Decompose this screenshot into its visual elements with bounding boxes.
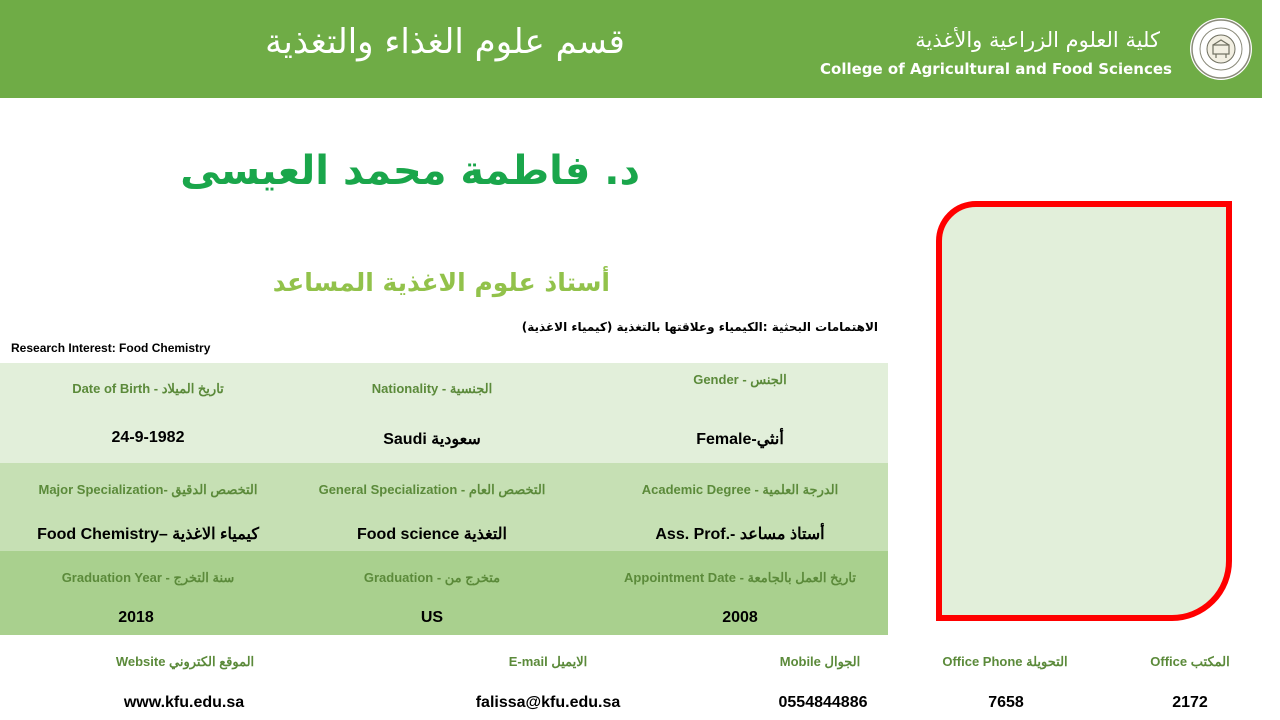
academic-degree-label: Academic Degree - الدرجة العلمية [641, 482, 839, 497]
person-name: د. فاطمة محمد العيسى [180, 148, 640, 194]
office-value: 2172 [1172, 694, 1208, 711]
website-link[interactable]: www.kfu.edu.sa [123, 694, 245, 711]
major-specialization-label: Major Specialization- التخصص الدقيق [38, 482, 258, 497]
college-name-english: College of Agricultural and Food Sciences [820, 60, 1172, 78]
info-row-personal [0, 363, 888, 463]
research-interest-arabic: الاهتمامات البحثية :الكيمياء وعلاقتها بالتغذية (كيمياء الاغذية) [521, 320, 878, 334]
dob-value: 24-9-1982 [111, 429, 185, 446]
appointment-date-value: 2008 [722, 609, 758, 626]
major-specialization-value: Food Chemistry– كيمياء الاغذية [37, 526, 259, 543]
dob-label: Date of Birth - تاريخ الميلاد [72, 381, 224, 396]
office-label: Office المكتب [1150, 654, 1230, 669]
gender-label: Gender - الجنس [693, 372, 787, 387]
academic-title: أستاذ علوم الاغذية المساعد [272, 268, 610, 297]
office-phone-value: 7658 [988, 694, 1024, 711]
college-name-arabic: كلية العلوم الزراعية والأغذية [915, 28, 1160, 52]
general-specialization-value: Food science التغذية [357, 526, 507, 543]
email-link[interactable]: falissa@kfu.edu.sa [475, 694, 621, 711]
graduation-year-value: 2018 [118, 609, 154, 626]
graduated-from-value: US [420, 609, 444, 626]
info-row-specialization [0, 463, 888, 551]
graduation-year-label: Graduation Year - سنة التخرج [61, 570, 235, 585]
academic-degree-value: Ass. Prof.- أستاذ مساعد [655, 526, 825, 543]
info-row-graduation [0, 551, 888, 635]
department-title: قسم علوم الغذاء والتغذية [265, 22, 625, 62]
nationality-value: Saudi سعودية [383, 431, 481, 448]
research-interest-english: Research Interest: Food Chemistry [11, 341, 211, 355]
website-label: Website الموقع الكتروني [115, 654, 255, 669]
mobile-label: Mobile الجوال [779, 654, 861, 669]
university-seal-icon [1190, 18, 1252, 80]
gender-value: Female-أنثي [696, 431, 784, 448]
mobile-value: 0554844886 [778, 694, 868, 711]
office-phone-label: Office Phone التحويلة [942, 654, 1068, 669]
appointment-date-label: Appointment Date - تاريخ العمل بالجامعة [624, 570, 856, 585]
general-specialization-label: General Specialization - التخصص العام [318, 482, 546, 497]
email-label: E-mail الايميل [508, 654, 588, 669]
graduated-from-label: Graduation - متخرج من [363, 570, 501, 585]
nationality-label: Nationality - الجنسية [371, 381, 493, 396]
photo-frame [936, 201, 1232, 621]
